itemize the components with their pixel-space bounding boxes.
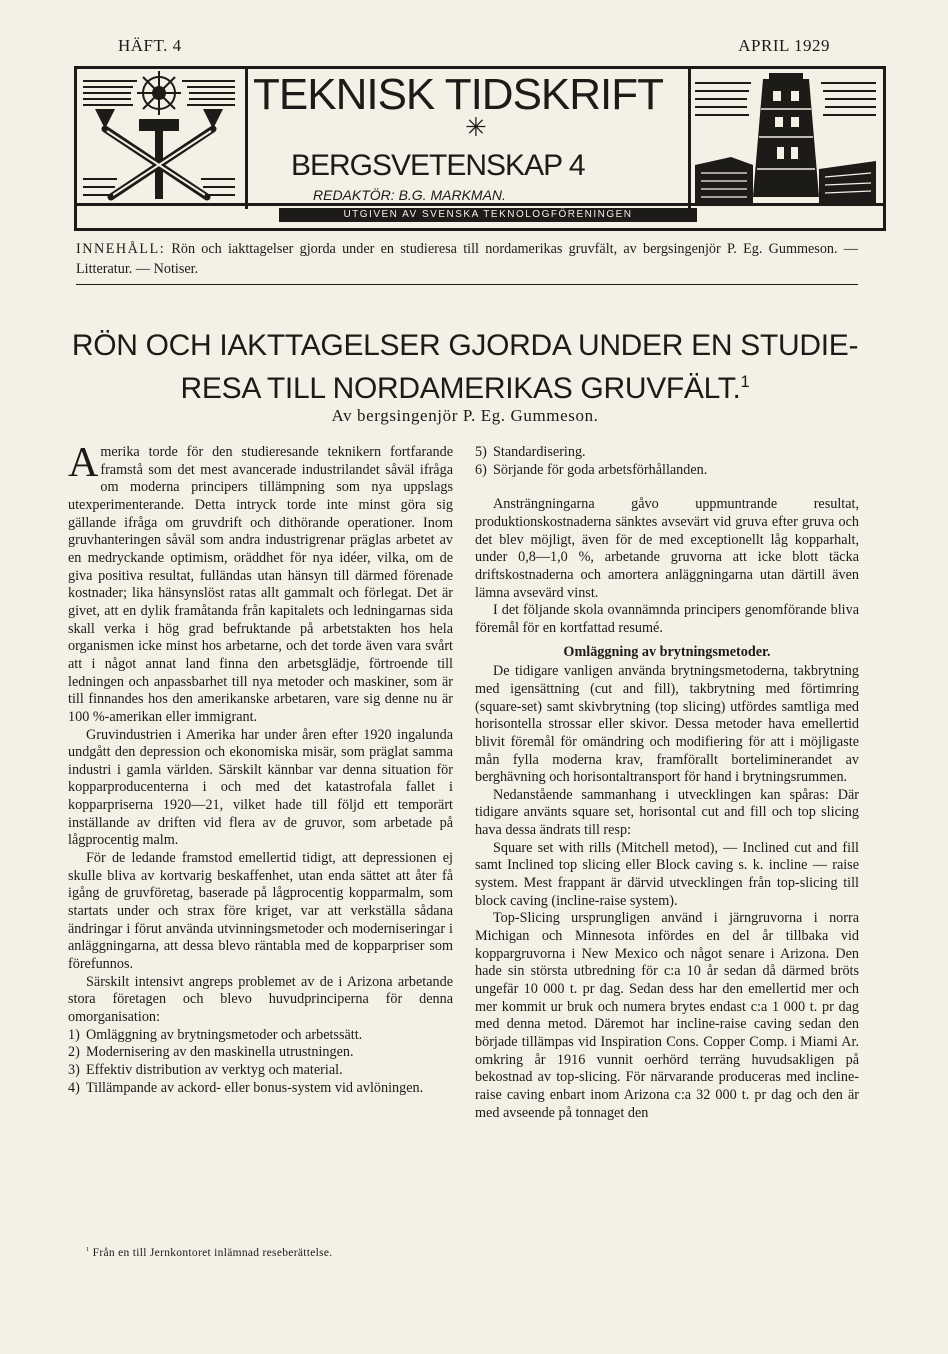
- list-number: 1): [68, 1026, 80, 1043]
- principles-list-continued: [475, 444, 859, 479]
- table-of-contents: [76, 239, 858, 279]
- paragraph: Ansträngningarna gåvo uppmuntrande resultat, produktionskostnaderna sänktes avsevärt vid gruva efter gruva och det blev möjligt, även för de med exceptionellt låg kopparhalt, under 0,8—1,0 %, arbetande gruvorna att icke blott täcka driftskostnaderna och amortera anläggningarna utan därtill även lämna avsevärd vinst.: [475, 496, 859, 601]
- opening-paragraph: [68, 440, 453, 727]
- journal-section-title: BERGSVETENSKAP 4: [291, 149, 585, 182]
- title-footnote-mark: 1: [740, 373, 750, 391]
- footnote: [86, 1246, 332, 1259]
- paragraph: De tidigare vanligen använda brytningsmetoderna, takbrytning med igensättning (cut and fill), takbrytning med förtimring (square-set) samt skivbrytning (top slicing) utfördes samtliga med horisontella strossar eller skivor. Dessa metoder hava emellertid blivit föremål för omändring och modifiering för att i möjligaste mån fylla moderna krav, framförallt borteliminerandet av berghävning och horisontaltransport för hand i brytningsrummen.: [475, 663, 859, 786]
- paragraph: Top-Slicing ursprungligen använd i järngruvorna i norra Michigan och Minnesota infördes en del år tillbaka vid koppargruvorna i New Mexico och något senare i Arizona. Den hade sin största utbredning för c:a 10 år sedan då därmed bröts ungefär 10 000 t. pr dag. Sedan dess har den emellertid mer och mer kommit ur bruk och numera brytes endast c:a 1 000 t. pr dag med denna metod. Däremot har incline-raise caving sedan den började tillämpas vid Inspiration Cons. Copper Comp. i Miami Ar. omkring år 1916 vunnit oerhörd terräng huvudsakligen på bekostnad av top-slicing. För närvarande produceras med incline-raise caving enbart inom Arizona c:a 32 000 t. pr dag och den är med avseende på tonnaget den: [475, 910, 859, 1121]
- editor-line: REDAKTÖR: B.G. MARKMAN.: [313, 187, 506, 203]
- list-item: [475, 462, 859, 480]
- section-heading: Omläggning av brytningsmetoder.: [563, 643, 771, 660]
- list-text: Modernisering av den maskinella utrustningen.: [86, 1044, 354, 1061]
- list-number: 4): [68, 1079, 80, 1096]
- list-number: 2): [68, 1044, 80, 1061]
- right-column: [475, 444, 859, 1122]
- list-text: Tillämpande av ackord- eller bonus-system vid avlöningen.: [86, 1079, 424, 1096]
- list-text: Sörjande för goda arbetsförhållanden.: [493, 461, 708, 478]
- star-ornament: ✳: [465, 113, 487, 142]
- paragraph: I det följande skola ovannämnda principers genomförande bliva föremål för en kortfattad resumé.: [475, 602, 859, 636]
- journal-title: TEKNISK TIDSKRIFT: [253, 70, 664, 119]
- list-item: [68, 1062, 453, 1080]
- masthead: [74, 66, 886, 231]
- drop-cap: A: [68, 440, 99, 486]
- paragraph: För de ledande framstod emellertid tidigt, att depressionen ej skulle bliva av kortvarig beskaffenhet, utan enda sättet att åter få igång de gruvföretag, baserade på lågprocentig kopparmalm, som startats under och strax före kriget, var att verkställa sådana ändringar i förut använda utvinningsmetoder och moderniseringar i anläggningarna, att dessa blevo räntabla med de kopparpriser som förefunnos.: [68, 850, 453, 973]
- hammer-torch-icon: [77, 69, 242, 209]
- contents-text: Rön och iakttagelser gjorda under en studieresa till nordamerikas gruvfält, av bergsingenjör P. Eg. Gummeson. — Litteratur. — Notiser.: [76, 241, 858, 277]
- mine-tower-icon: [691, 69, 880, 209]
- article-title-text: RÖN OCH IAKTTAGELSER GJORDA UNDER EN STUDIE-RESA TILL NORDAMERIKAS GRUVFÄLT.: [71, 329, 859, 405]
- list-number: 5): [475, 444, 487, 460]
- footnote-text: Från en till Jernkontoret inlämnad reseberättelse.: [92, 1246, 333, 1259]
- paragraph: Square set with rills (Mitchell metod), — Inclined cut and fill samt Inclined top slicing eller Block caving s. k. incline — raise system. Mest frappant är därvid utvecklingen från top-slicing till block caving (incline-raise system).: [475, 839, 859, 909]
- mine-headframe-illustration: [688, 69, 883, 209]
- publisher-band: [77, 203, 883, 228]
- issue-date: APRIL 1929: [738, 36, 830, 55]
- list-text: Effektiv distribution av verktyg och material.: [86, 1061, 343, 1078]
- footnote-number: 1: [86, 1246, 90, 1253]
- header-rule: [76, 284, 858, 285]
- list-text: Standardisering.: [493, 444, 586, 460]
- hammer-torch-emblem: [77, 69, 248, 209]
- list-item: [68, 1027, 453, 1045]
- paragraph: Nedanstående sammanhang i utvecklingen kan spåras: Där tidigare använts square set, horisontal cut and fill och top slicing hava dessa ändrats till resp:: [475, 786, 859, 839]
- list-item: [475, 444, 859, 462]
- paragraph: Särskilt intensivt angreps problemet av de i Arizona arbetande stora företagen och blevo huvudprinciperna för denna omorganisation:: [68, 973, 453, 1025]
- article-byline: Av bergsingenjör P. Eg. Gummeson.: [331, 406, 599, 425]
- contents-label: INNEHÅLL:: [76, 241, 166, 257]
- list-item: [68, 1044, 453, 1062]
- left-column: [68, 440, 453, 1097]
- list-text: Omläggning av brytningsmetoder och arbetssätt.: [86, 1026, 363, 1043]
- issue-number: HÄFT. 4: [118, 36, 182, 55]
- publisher-line: UTGIVEN AV SVENSKA TEKNOLOGFÖRENINGEN: [279, 208, 697, 222]
- paragraph: Gruvindustrien i Amerika har under åren efter 1920 ingalunda undgått den depression och ekonomiska misär, som präglat samma industri i gamla världen. Särskilt kännbar var denna situation för kopparproducenterna i och med det katastrofala fallet i kopparpriserna 1920—21, vilket hade till följd ett temporärt inställande av driften vid flera av de gruvor, som arbetade på lågprocentig malm.: [68, 726, 453, 849]
- article-title: [60, 328, 870, 407]
- list-number: 6): [475, 461, 487, 478]
- principles-list: [68, 1027, 453, 1098]
- paragraph-text: merika torde för den studieresande teknikern fortfarande framstå som det mest avancerade industrilandet såväl ifråga om moderna principers tillämpning som nya uppslags utexperimenterande. Detta intryck torde inte minst göra sig gällande ifråga om gruvdrift och dithörande operationer. Inom gruvhanteringen såväl som andra industrigrenar präglas arbetet av en medryckande optimism, oräddhet för nya idéer, vilka, om de giva positiva resultat, fulländas utan hänsyn till därmed förenade kostnader; lika hänsynslöst ratas allt gammalt och förlegat. Det är givet, att en dylik framåtanda från kapitalets och ledningarnas sida skall verka i hög grad befruktande på arbetstakten hos hela organismen icke minst hos arbetarne, och det torde även vara svårt att i något annat land finna den arbetsglädje, förtroende till ledningen och anpassbarhet till nya metoder och maskiner, som är till finnandes hos den amerikanske arbetaren, vare sig denne nu är 100 %-amerikan eller immigrant.: [68, 444, 453, 725]
- list-item: [68, 1080, 453, 1098]
- list-number: 3): [68, 1061, 80, 1078]
